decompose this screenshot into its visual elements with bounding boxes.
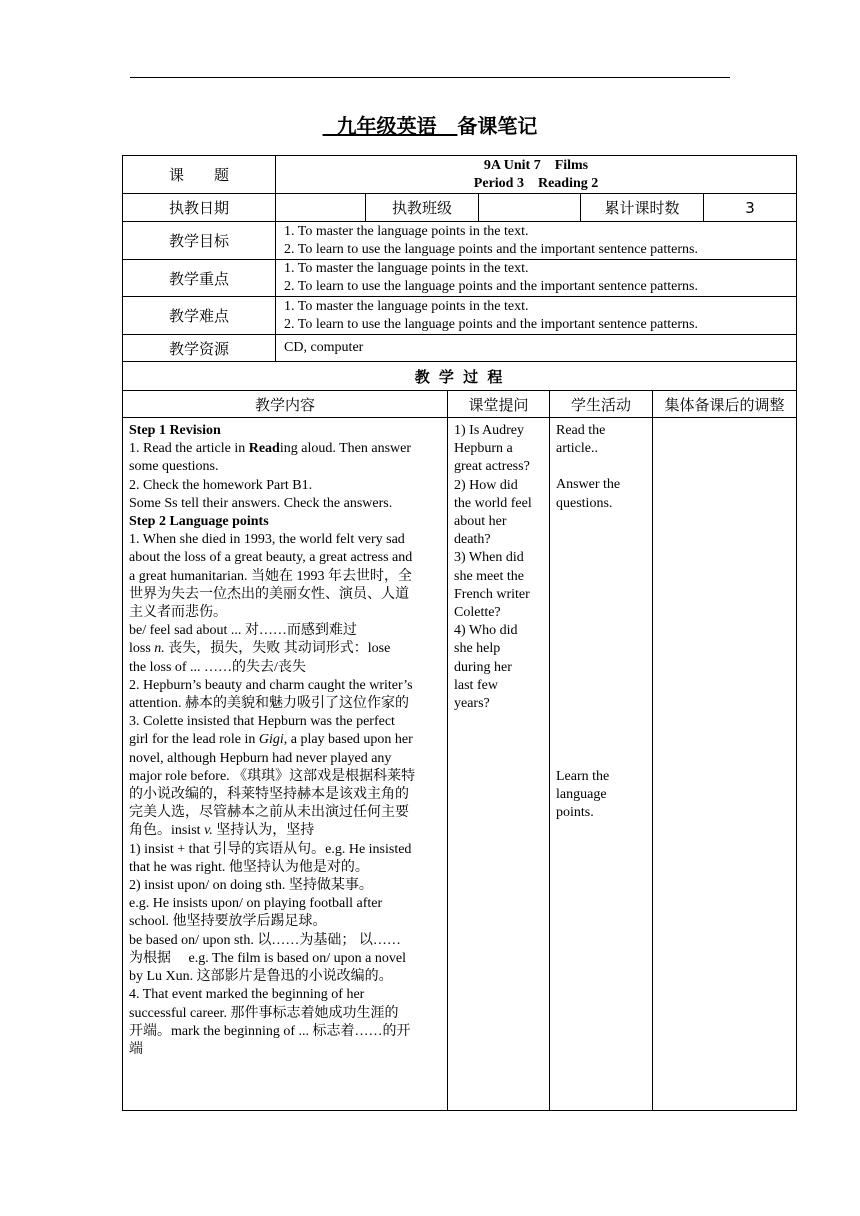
step-heading: Step 1 Revision bbox=[129, 423, 221, 438]
content-line: 主义者而悲伤。 bbox=[129, 605, 227, 621]
question-line: 2) How did bbox=[454, 477, 518, 493]
process-title: 教 学 过 程 bbox=[123, 362, 797, 391]
goal-item: 1. To master the language points in the text. bbox=[284, 223, 529, 239]
question-line: death? bbox=[454, 532, 491, 548]
content-line: 角色。insist v. 坚持认为，坚持 bbox=[129, 823, 315, 839]
content-line: 1. Read the article in Reading aloud. Then answer bbox=[129, 441, 412, 457]
content-line: 2. Hepburn’s beauty and charm caught the writer’s bbox=[129, 677, 413, 693]
activity-line: questions. bbox=[556, 495, 613, 511]
question-line: last few bbox=[454, 677, 498, 693]
content-line: about the loss of a great beauty, a great actress and bbox=[129, 550, 413, 566]
date-value bbox=[276, 194, 366, 222]
question-line: about her bbox=[454, 514, 507, 530]
content-line: 1. When she died in 1993, the world felt very sad bbox=[129, 532, 405, 548]
question-line: 1) Is Audrey bbox=[454, 423, 524, 438]
key-points-label: 教学重点 bbox=[123, 260, 276, 297]
activity-line: Answer the bbox=[556, 477, 621, 493]
content-line: the loss of ... ……的失去/丧失 bbox=[129, 659, 306, 675]
class-label: 执教班级 bbox=[366, 194, 479, 222]
content-line: e.g. He insists upon/ on playing football after bbox=[129, 896, 383, 912]
title-subject: 九年级英语 bbox=[322, 114, 458, 138]
class-value bbox=[479, 194, 581, 222]
content-line: successful career. 那件事标志着她成功生涯的 bbox=[129, 1005, 399, 1021]
difficult-points-value bbox=[276, 297, 797, 335]
content-line: attention. 赫本的美貌和魅力吸引了这位作家的 bbox=[129, 696, 409, 712]
page-title bbox=[0, 110, 860, 139]
resources-label: 教学资源 bbox=[123, 335, 276, 362]
content-line: 的小说改编的，科莱特坚持赫本是该戏主角的 bbox=[129, 787, 409, 803]
content-line: loss n. 丧失，损失，失败 其动词形式：lose bbox=[129, 641, 391, 657]
student-activities bbox=[550, 418, 653, 1111]
title-notes: 备课笔记 bbox=[457, 114, 538, 138]
content-line: 1) insist + that 引导的宾语从句。e.g. He insisted bbox=[129, 841, 412, 857]
step-heading: Step 2 Language points bbox=[129, 514, 269, 530]
question-line: the world feel bbox=[454, 495, 532, 511]
content-line: major role before. 《琪琪》这部戏是根据科莱特 bbox=[129, 768, 416, 784]
content-line: 2) insist upon/ on doing sth. 坚持做某事。 bbox=[129, 878, 373, 894]
col-header-adjustments: 集体备课后的调整 bbox=[653, 391, 797, 418]
content-line: school. 他坚持要放学后踢足球。 bbox=[129, 914, 327, 930]
activity-line: language bbox=[556, 787, 607, 803]
content-line: girl for the lead role in Gigi, a play based upon her bbox=[129, 732, 413, 748]
spacer bbox=[556, 458, 648, 476]
content-line: that he was right. 他坚持认为他是对的。 bbox=[129, 859, 369, 875]
difficult-points-label: 教学难点 bbox=[123, 297, 276, 335]
activity-line: Learn the bbox=[556, 768, 610, 784]
question-line: during her bbox=[454, 659, 512, 675]
content-line: 2. Check the homework Part B1. bbox=[129, 477, 313, 493]
date-label: 执教日期 bbox=[123, 194, 276, 222]
key-points-value bbox=[276, 260, 797, 297]
content-line: 3. Colette insisted that Hepburn was the perfect bbox=[129, 714, 395, 730]
content-line: 完美人选，尽管赫本之前从未出演过任何主要 bbox=[129, 805, 409, 821]
question-line: French writer bbox=[454, 586, 530, 602]
question-line: 4) Who did bbox=[454, 623, 518, 639]
process-table bbox=[122, 361, 797, 1111]
goals-value bbox=[276, 222, 797, 260]
key-point-item: 2. To learn to use the language points and the important sentence patterns. bbox=[284, 279, 698, 294]
content-line: Some Ss tell their answers. Check the answers. bbox=[129, 495, 393, 511]
hours-label: 累计课时数 bbox=[581, 194, 704, 222]
col-header-content: 教学内容 bbox=[123, 391, 448, 418]
content-line: 为根据 e.g. The film is based on/ upon a novel bbox=[129, 950, 406, 966]
topic-line-2: Period 3 Reading 2 bbox=[473, 175, 599, 191]
question-line: years? bbox=[454, 696, 490, 712]
difficult-point-item: 2. To learn to use the language points and the important sentence patterns. bbox=[284, 316, 698, 332]
key-point-item: 1. To master the language points in the text. bbox=[284, 261, 529, 276]
teaching-content bbox=[123, 418, 448, 1111]
col-header-questions: 课堂提问 bbox=[448, 391, 550, 418]
difficult-point-item: 1. To master the language points in the text. bbox=[284, 298, 529, 314]
question-line: 3) When did bbox=[454, 550, 524, 566]
question-line: great actress? bbox=[454, 459, 530, 475]
content-line: 开端。mark the beginning of ... 标志着……的开 bbox=[129, 1023, 411, 1039]
hours-value: 3 bbox=[704, 194, 797, 222]
goal-item: 2. To learn to use the language points and the important sentence patterns. bbox=[284, 241, 698, 257]
question-line: Hepburn a bbox=[454, 441, 513, 457]
activity-line: points. bbox=[556, 805, 594, 821]
content-line: 4. That event marked the beginning of her bbox=[129, 987, 365, 1003]
header-rule bbox=[130, 77, 730, 78]
activity-line: Read the bbox=[556, 423, 606, 438]
question-line: Colette? bbox=[454, 605, 501, 621]
info-table bbox=[122, 155, 797, 362]
question-line: she help bbox=[454, 641, 501, 657]
content-line: be/ feel sad about ... 对……而感到难过 bbox=[129, 623, 357, 639]
question-line: she meet the bbox=[454, 568, 524, 584]
content-line: 世界为失去一位杰出的美丽女性、演员、人道 bbox=[129, 586, 409, 602]
classroom-questions bbox=[448, 418, 550, 1111]
topic-label: 课 题 bbox=[123, 156, 276, 194]
adjustments bbox=[653, 418, 797, 1111]
goals-label: 教学目标 bbox=[123, 222, 276, 260]
topic-line-1: 9A Unit 7 Films bbox=[483, 157, 589, 173]
content-line: a great humanitarian. 当她在 1993 年去世时，全 bbox=[129, 568, 413, 584]
content-line: novel, although Hepburn had never played any bbox=[129, 750, 392, 766]
activity-line: article.. bbox=[556, 441, 598, 457]
content-line: by Lu Xun. 这部影片是鲁迅的小说改编的。 bbox=[129, 969, 393, 985]
content-line: 端 bbox=[129, 1041, 143, 1057]
topic-value bbox=[276, 156, 797, 194]
content-line: some questions. bbox=[129, 459, 219, 475]
content-line: be based on/ upon sth. 以……为基础； 以…… bbox=[129, 932, 401, 948]
col-header-activities: 学生活动 bbox=[550, 391, 653, 418]
spacer bbox=[556, 513, 648, 768]
resources-value: CD, computer bbox=[276, 335, 797, 362]
